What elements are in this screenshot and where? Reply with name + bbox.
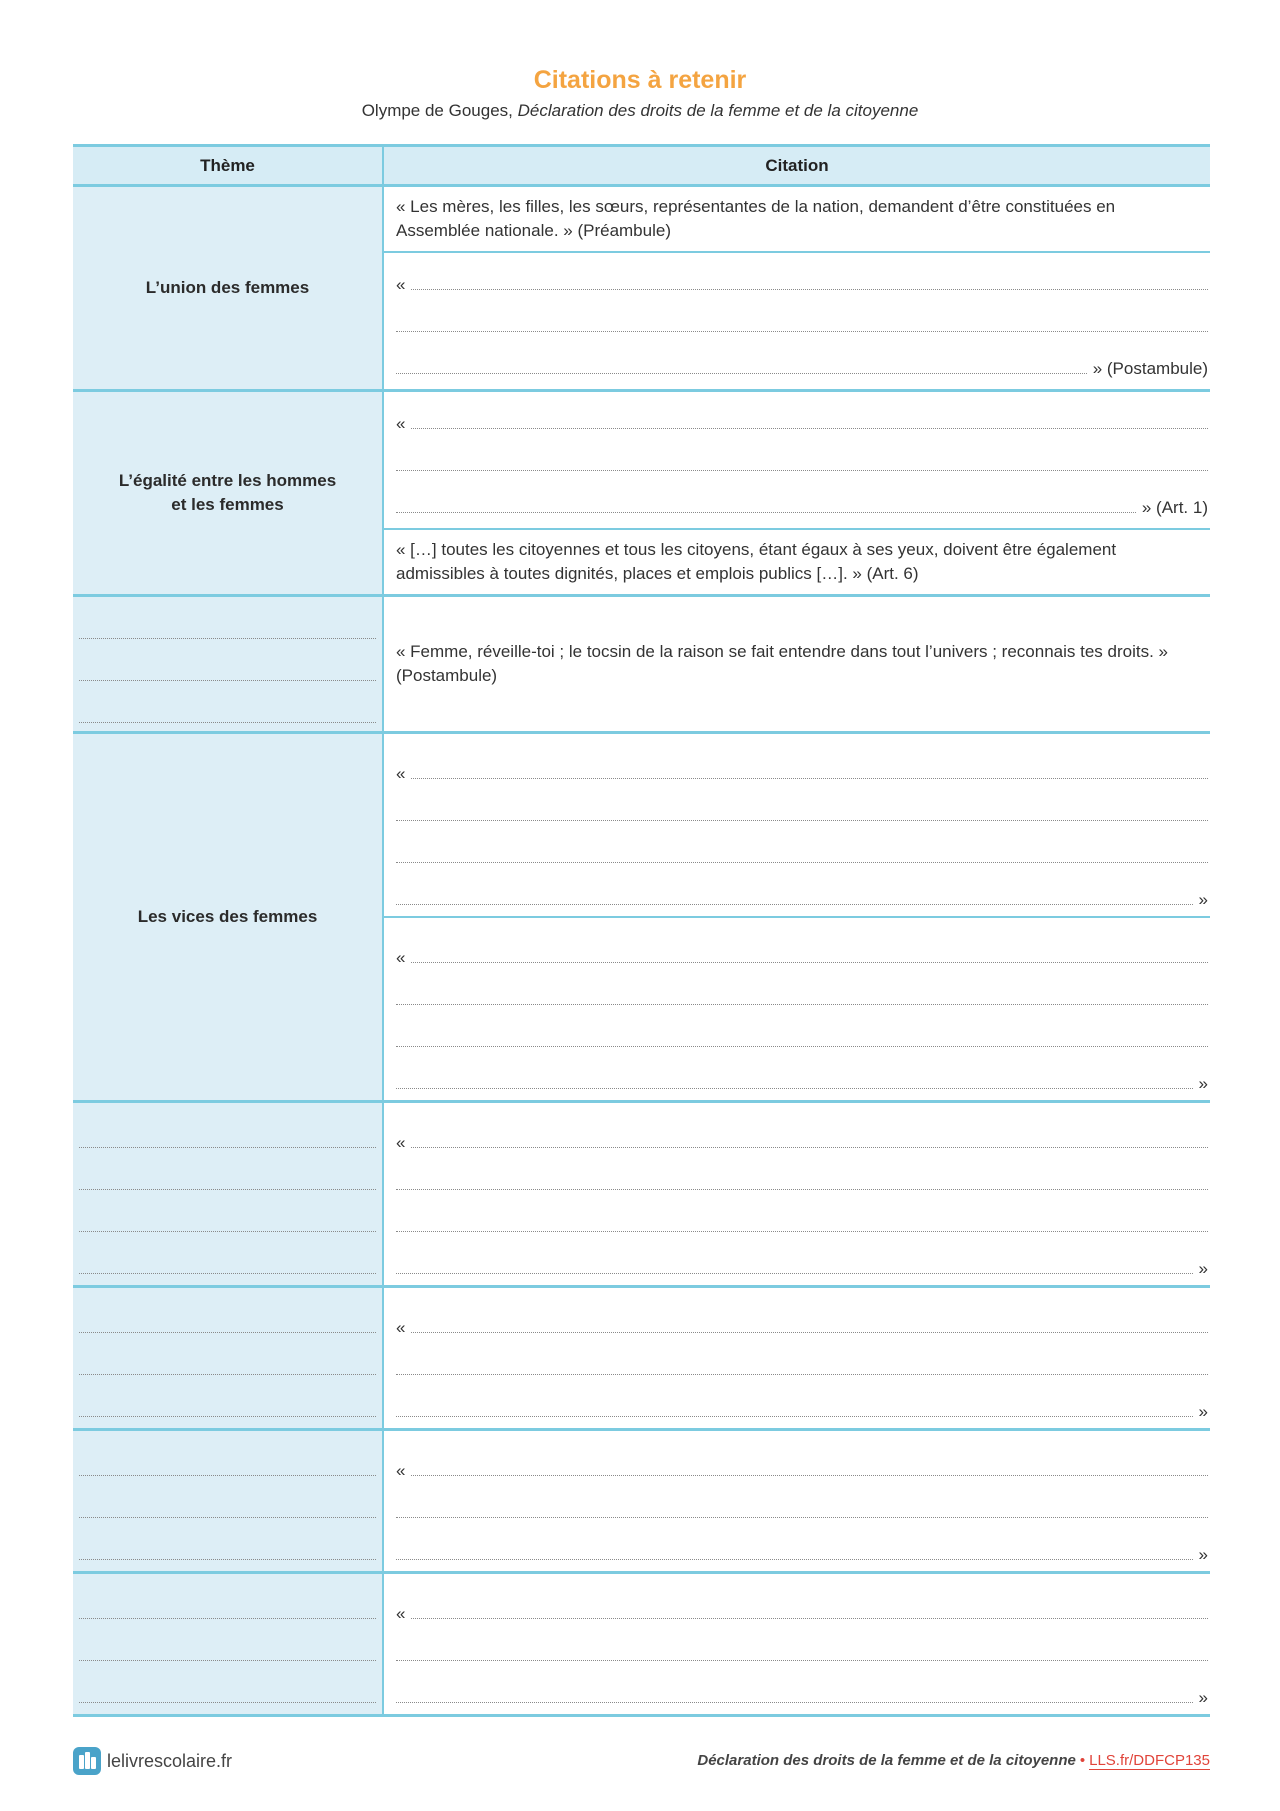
fill-line[interactable]: [396, 1549, 1193, 1560]
quote-meres: « Les mères, les filles, les sœurs, représentantes de la nation, demandent d’être constituées en Assemblée nationale. » (Préambule): [396, 197, 1116, 240]
citation-fill-cell[interactable]: [383, 252, 1210, 391]
footer-bullet: •: [1079, 1752, 1086, 1769]
citation-fill-cell[interactable]: [383, 1573, 1210, 1716]
fill-line[interactable]: [79, 1692, 376, 1703]
fill-line[interactable]: [396, 1036, 1208, 1047]
quote-fill-area[interactable]: [384, 1431, 1210, 1571]
fill-line[interactable]: [396, 1078, 1193, 1089]
citation-fill-cell[interactable]: [383, 391, 1210, 530]
fill-line[interactable]: [396, 1263, 1193, 1274]
fill-line[interactable]: [396, 810, 1208, 821]
quote-fill-area[interactable]: [384, 396, 1210, 524]
table-row: [73, 733, 1210, 918]
quote-fill-area[interactable]: [384, 1103, 1210, 1285]
brand-logo[interactable]: [73, 1747, 232, 1775]
quote-fill-area[interactable]: [384, 257, 1210, 385]
fill-line[interactable]: [396, 1364, 1208, 1375]
close-quote-mark: »: [1198, 890, 1208, 909]
open-quote-mark: «: [396, 1461, 406, 1480]
table-row: [73, 1573, 1210, 1716]
footer-link[interactable]: LLS.fr/DDFCP135: [1089, 1752, 1210, 1769]
fill-line[interactable]: [411, 1137, 1208, 1148]
open-quote-mark: «: [396, 414, 406, 433]
close-quote-mark: »: [1198, 1545, 1208, 1564]
citation-fill-cell[interactable]: [383, 917, 1210, 1102]
quote-fill-area[interactable]: [384, 734, 1210, 916]
close-quote-mark: »: [1198, 1402, 1208, 1421]
quote-fill-area[interactable]: [384, 1288, 1210, 1428]
table-row: [73, 391, 1210, 530]
fill-line[interactable]: [79, 628, 376, 639]
page-title: Citations à retenir: [533, 66, 747, 94]
theme-fill-area[interactable]: [79, 1581, 376, 1707]
fill-line[interactable]: [79, 1179, 376, 1190]
citation-fill-cell[interactable]: [383, 1287, 1210, 1430]
fill-line[interactable]: [79, 712, 376, 723]
fill-line[interactable]: [396, 894, 1193, 905]
fill-line[interactable]: [396, 1221, 1208, 1232]
table-row: [73, 186, 1210, 253]
close-quote-mark: »: [1198, 1259, 1208, 1278]
fill-line[interactable]: [79, 1507, 376, 1518]
fill-line[interactable]: [396, 1650, 1208, 1661]
open-quote-mark: «: [396, 275, 406, 294]
fill-line[interactable]: [79, 1650, 376, 1661]
fill-line[interactable]: [396, 994, 1208, 1005]
fill-line[interactable]: [411, 1608, 1208, 1619]
fill-line[interactable]: [411, 768, 1208, 779]
fill-line[interactable]: [396, 502, 1136, 513]
theme-fill-area[interactable]: [79, 1438, 376, 1564]
footer-doc-title: Déclaration des droits de la femme et de la citoyenne: [697, 1752, 1076, 1769]
table-header-row: [73, 146, 1210, 186]
theme-blank[interactable]: [73, 1430, 383, 1573]
theme-fill-area[interactable]: [79, 1295, 376, 1421]
quote-citoyennes: « […] toutes les citoyennes et tous les citoyens, étant égaux à ses yeux, doivent être également admissibles à toutes dignités, places et emplois publics […]. » (Art. 6): [396, 540, 1117, 583]
theme-egalite: [73, 391, 383, 596]
fill-line[interactable]: [79, 1263, 376, 1274]
theme-blank[interactable]: [73, 1573, 383, 1716]
close-quote-mark: »: [1198, 1688, 1208, 1707]
fill-line[interactable]: [79, 1406, 376, 1417]
column-header-theme: Thème: [73, 146, 383, 186]
table-row: [73, 1430, 1210, 1573]
fill-line[interactable]: [396, 1179, 1208, 1190]
table-row: [73, 596, 1210, 733]
fill-line[interactable]: [396, 321, 1208, 332]
close-quote-mark: » (Art. 1): [1141, 498, 1208, 517]
table-row: [73, 1287, 1210, 1430]
quote-fill-area[interactable]: [384, 1574, 1210, 1714]
fill-line[interactable]: [79, 1608, 376, 1619]
fill-line[interactable]: [79, 1137, 376, 1148]
open-quote-mark: «: [396, 1133, 406, 1152]
fill-line[interactable]: [411, 1322, 1208, 1333]
fill-line[interactable]: [396, 1406, 1193, 1417]
theme-vices: Les vices des femmes: [73, 733, 383, 1102]
open-quote-mark: «: [396, 1604, 406, 1623]
citation-cell: [383, 529, 1210, 596]
page-subtitle: [0, 101, 1280, 121]
fill-line[interactable]: [411, 418, 1208, 429]
fill-line[interactable]: [396, 852, 1208, 863]
footer-reference: [697, 1752, 1210, 1769]
fill-line[interactable]: [79, 1465, 376, 1476]
fill-line[interactable]: [79, 1221, 376, 1232]
theme-union: L’union des femmes: [73, 186, 383, 391]
citation-cell: [383, 186, 1210, 253]
theme-blank[interactable]: [73, 1287, 383, 1430]
fill-line[interactable]: [79, 1322, 376, 1333]
column-header-citation: Citation: [383, 146, 1210, 186]
close-quote-mark: »: [1198, 1074, 1208, 1093]
logo-icon: [73, 1747, 101, 1775]
theme-egalite-line2: et les femmes: [171, 495, 284, 514]
subtitle-author: Olympe de Gouges,: [361, 101, 513, 120]
fill-line[interactable]: [411, 1465, 1208, 1476]
theme-fill-area[interactable]: [79, 601, 376, 727]
fill-line[interactable]: [411, 279, 1208, 290]
citation-fill-cell[interactable]: [383, 733, 1210, 918]
citation-cell: [383, 596, 1210, 733]
open-quote-mark: «: [396, 1318, 406, 1337]
open-quote-mark: «: [396, 764, 406, 783]
brand-name: lelivrescolaire.fr: [107, 1750, 233, 1771]
citation-fill-cell[interactable]: [383, 1430, 1210, 1573]
fill-line[interactable]: [396, 1692, 1193, 1703]
open-quote-mark: «: [396, 948, 406, 967]
fill-line[interactable]: [79, 670, 376, 681]
fill-line[interactable]: [396, 460, 1208, 471]
theme-blank[interactable]: [73, 1102, 383, 1287]
fill-line[interactable]: [396, 363, 1087, 374]
fill-line[interactable]: [79, 1549, 376, 1560]
citation-fill-cell[interactable]: [383, 1102, 1210, 1287]
table-row: [73, 1102, 1210, 1287]
theme-egalite-line1: L’égalité entre les hommes: [118, 471, 337, 490]
theme-fill-area[interactable]: [79, 1110, 376, 1278]
subtitle-work: Déclaration des droits de la femme et de la citoyenne: [517, 101, 919, 120]
close-quote-mark: » (Postambule): [1092, 359, 1208, 378]
quote-fill-area[interactable]: [384, 918, 1210, 1100]
fill-line[interactable]: [411, 952, 1208, 963]
theme-blank[interactable]: [73, 596, 383, 733]
fill-line[interactable]: [79, 1364, 376, 1375]
quotes-table: [73, 144, 1210, 1717]
fill-line[interactable]: [396, 1507, 1208, 1518]
quote-femme: « Femme, réveille-toi ; le tocsin de la raison se fait entendre dans tout l’univers ; reconnais tes droits. » (Postambule): [396, 642, 1168, 685]
